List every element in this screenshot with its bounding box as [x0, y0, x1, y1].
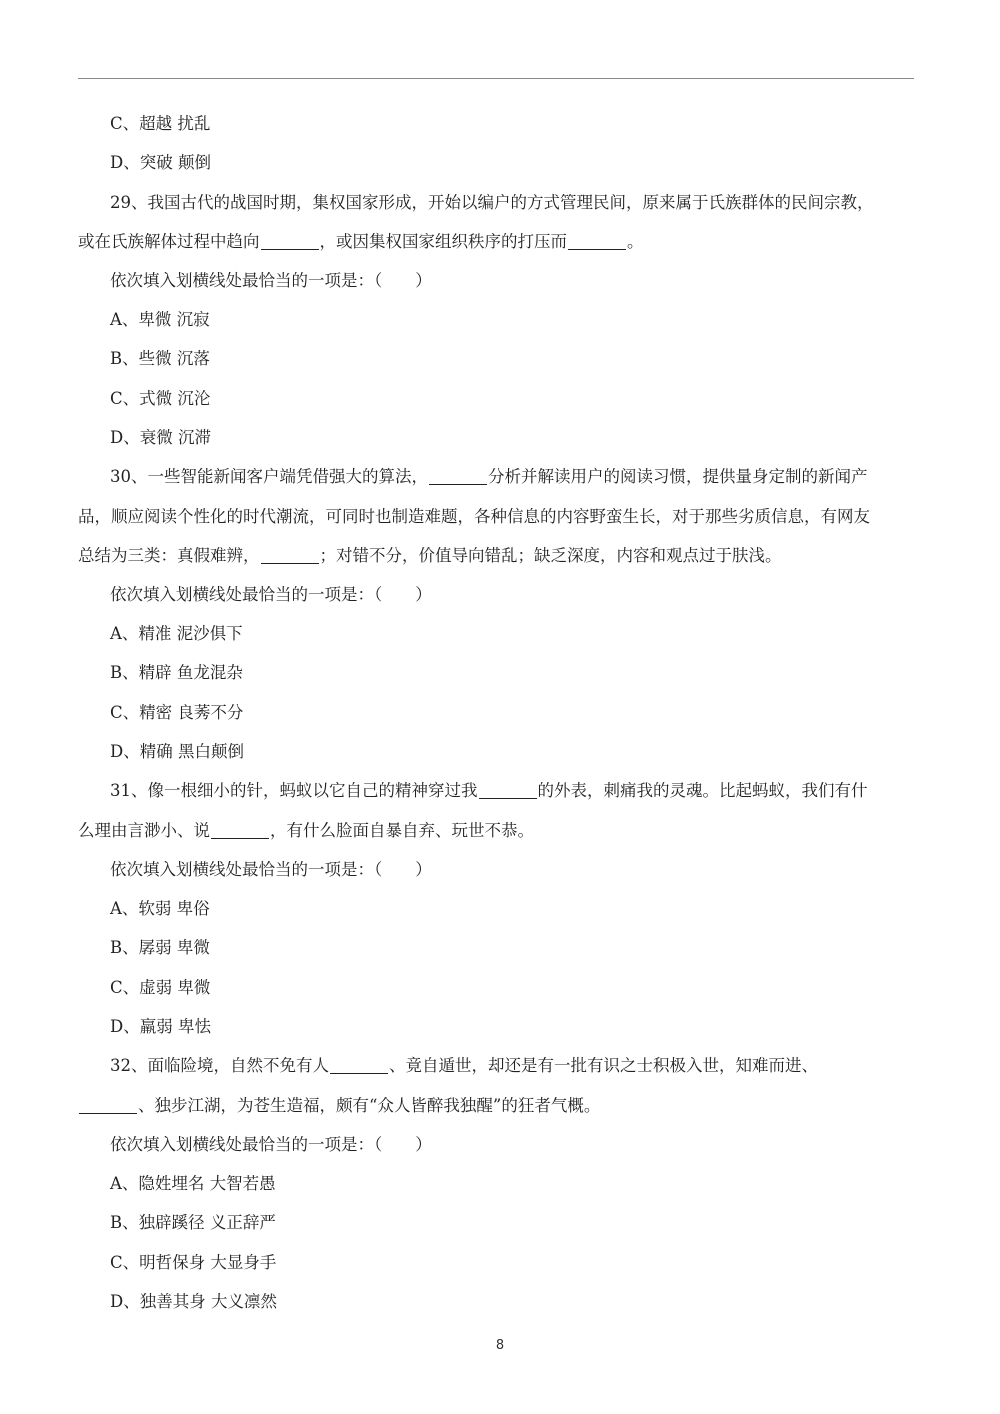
question-29-option-d: D、衰微 沉滞: [110, 428, 211, 447]
question-32-option-a: A、隐姓埋名 大智若愚: [110, 1174, 276, 1193]
fill-blank: [211, 822, 269, 839]
question-31-option-c: C、虚弱 卑微: [110, 978, 211, 997]
page-number: 8: [495, 1338, 505, 1353]
question-30-option-b: B、精辟 鱼龙混杂: [110, 663, 243, 682]
header-rule: [78, 78, 914, 79]
question-30-option-a: A、精准 泥沙俱下: [110, 624, 243, 643]
question-31-option-d: D、羸弱 卑怯: [110, 1017, 211, 1036]
option-d-prev: D、突破 颠倒: [110, 153, 211, 172]
fill-blank: [330, 1057, 388, 1074]
question-31-prompt: 依次填入划横线处最恰当的一项是：（ ）: [110, 860, 432, 879]
question-32-line1: 32、面临险境，自然不免有人 、竟自遁世，却还是有一批有识之士积极入世，知难而进、: [110, 1056, 818, 1075]
fill-blank: [479, 782, 537, 799]
question-32-option-d: D、独善其身 大义凛然: [110, 1292, 277, 1311]
question-32-line2: 、独步江湖，为苍生造福，颇有“众人皆醉我独醒”的狂者气概。: [78, 1095, 600, 1117]
fill-blank: [261, 233, 319, 250]
question-32-prompt: 依次填入划横线处最恰当的一项是：（ ）: [110, 1135, 432, 1154]
question-32-option-b: B、独辟蹊径 义正辞严: [110, 1213, 276, 1232]
question-31-option-a: A、软弱 卑俗: [110, 899, 210, 918]
question-30-option-d: D、精确 黑白颠倒: [110, 742, 244, 761]
question-30-option-c: C、精密 良莠不分: [110, 703, 244, 722]
question-31-option-b: B、孱弱 卑微: [110, 938, 210, 957]
question-32-option-c: C、明哲保身 大显身手: [110, 1253, 277, 1272]
fill-blank: [79, 1097, 137, 1114]
question-31-line1: 31、像一根细小的针，蚂蚁以它自己的精神穿过我 的外表，刺痛我的灵魂。比起蚂蚁，我们有什: [110, 781, 868, 800]
question-30-line3: 总结为三类：真假难辨， ；对错不分，价值导向错乱；缺乏深度，内容和观点过于肤浅。: [78, 546, 782, 565]
option-c-prev: C、超越 扰乱: [110, 114, 211, 133]
question-29-option-b: B、些微 沉落: [110, 349, 210, 368]
question-29-option-c: C、式微 沉沦: [110, 389, 211, 408]
fill-blank: [261, 547, 319, 564]
fill-blank: [429, 468, 487, 485]
question-29-prompt: 依次填入划横线处最恰当的一项是：（ ）: [110, 271, 432, 290]
question-30-line2: 品，顺应阅读个性化的时代潮流，可同时也制造难题，各种信息的内容野蛮生长，对于那些劣质信息，有网友: [78, 507, 870, 526]
question-31-line2: 么理由言渺小、说 ，有什么脸面自暴自弃、玩世不恭。: [78, 821, 534, 840]
question-29-option-a: A、卑微 沉寂: [110, 310, 210, 329]
question-30-prompt: 依次填入划横线处最恰当的一项是：（ ）: [110, 585, 432, 604]
question-30-line1: 30、一些智能新闻客户端凭借强大的算法， 分析并解读用户的阅读习惯，提供量身定制的新闻产: [110, 467, 868, 486]
question-29-line2: 或在氏族解体过程中趋向 ，或因集权国家组织秩序的打压而 。: [78, 232, 644, 251]
fill-blank: [568, 233, 626, 250]
question-29-line1: 29、我国古代的战国时期，集权国家形成，开始以编户的方式管理民间，原来属于氏族群体的民间宗教，: [110, 193, 874, 212]
